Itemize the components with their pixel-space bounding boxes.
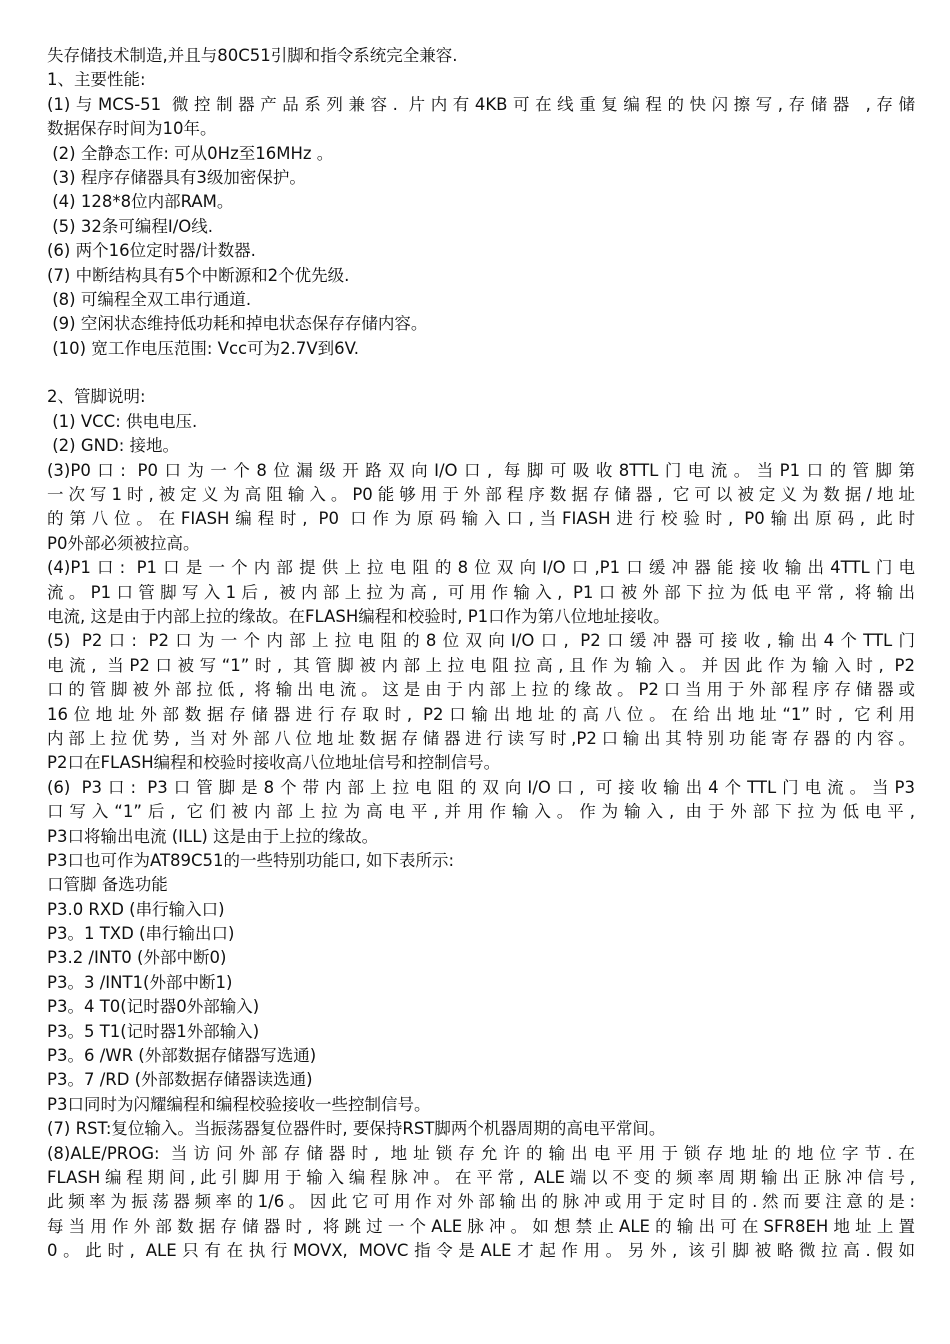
text-line: P3。4 T0(记时器0外部输入)	[47, 997, 260, 1017]
text-line: (4)P1口: P1口是一个内部提供上拉电阻的8位双向I/O口,P1口缓冲器能接收输出4TTL门电	[47, 558, 915, 578]
text-line: P3。7 /RD (外部数据存储器读选通)	[47, 1070, 313, 1090]
text-line: (1) VCC: 供电电压.	[47, 411, 198, 431]
text-line: (6) P3口: P3口管脚是8个带内部上拉电阻的双向I/O口, 可接收输出4个TTL门电流。当P3	[47, 777, 915, 797]
text-line: P3口也可作为AT89C51的一些特别功能口, 如下表所示:	[47, 850, 455, 870]
blank-line	[47, 361, 915, 385]
text-line: P3。3 /INT1(外部中断1)	[47, 972, 233, 992]
text-line: 一次写1时,被定义为高阻输入。P0能够用于外部程序数据存储器, 它可以被定义为数据/地址	[47, 485, 915, 505]
text-line: (10) 宽工作电压范围: Vcc可为2.7V到6V.	[47, 338, 360, 358]
text-line: P3口同时为闪耀编程和编程校验接收一些控制信号。	[47, 1094, 431, 1114]
text-line: 电流, 这是由于内部上拉的缘故。在FLASH编程和校验时, P1口作为第八位地址接收。	[47, 606, 670, 626]
text-line: (3)P0口: P0口为一个8位漏级开路双向I/O口, 每脚可吸收8TTL门电流。当P1口的管脚第	[47, 460, 915, 480]
text-line: P2口在FLASH编程和校验时接收高八位地址信号和控制信号。	[47, 753, 501, 773]
text-line: 数据保存时间为10年。	[47, 119, 217, 139]
text-line: (2) GND: 接地。	[47, 436, 179, 456]
text-line: 2、管脚说明:	[47, 387, 146, 407]
text-line: (5) 32条可编程I/O线.	[47, 216, 214, 236]
text-line: 此频率为振荡器频率的1/6。因此它可用作对外部输出的脉冲或用于定时目的.然而要注意的是:	[47, 1192, 915, 1212]
text-line: (9) 空闲状态维持低功耗和掉电状态保存存储内容。	[47, 314, 428, 334]
text-line: (7) 中断结构具有5个中断源和2个优先级.	[47, 265, 350, 285]
text-line: (8)ALE/PROG: 当访问外部存储器时, 地址锁存允许的输出电平用于锁存地址的地位字节.在	[47, 1143, 915, 1163]
text-line: 口写入“1”后, 它们被内部上拉为高电平,并用作输入。作为输入, 由于外部下拉为低电平,	[47, 802, 915, 822]
text-line: P3。1 TXD (串行输出口)	[47, 924, 235, 944]
text-line: 流。P1口管脚写入1后, 被内部上拉为高, 可用作输入, P1口被外部下拉为低电平常, 将输出	[47, 582, 915, 602]
text-line: P3。6 /WR (外部数据存储器写选通)	[47, 1046, 317, 1066]
text-line: (5) P2口: P2口为一个内部上拉电阻的8位双向I/O口, P2口缓冲器可接收,输出4个TTL门	[47, 631, 915, 651]
text-line: 内部上拉优势, 当对外部八位地址数据存储器进行读写时,P2口输出其特别功能寄存器的内容。	[47, 728, 915, 748]
text-line: (7) RST:复位输入。当振荡器复位器件时, 要保持RST脚两个机器周期的高电平常间。	[47, 1119, 666, 1139]
text-line: 0。此时, ALE只有在执行MOVX, MOVC指令是ALE才起作用。另外, 该引脚被略微拉高.假如	[47, 1241, 915, 1261]
text-line: 电流, 当P2口被写“1”时, 其管脚被内部上拉电阻拉高,且作为输入。并因此作为输入时, P2	[47, 655, 915, 675]
text-line: P3。5 T1(记时器1外部输入)	[47, 1021, 260, 1041]
text-line: 的第八位。在FIASH编程时, P0 口作为原码输入口,当FIASH进行校验时, P0输出原码, 此时	[47, 509, 915, 529]
text-line: P3口将输出电流 (ILL) 这是由于上拉的缘故。	[47, 826, 379, 846]
text-line: 每当用作外部数据存储器时, 将跳过一个ALE脉冲。如想禁止ALE的输出可在SFR8EH地址上置	[47, 1216, 915, 1236]
text-line: 口管脚 备选功能	[47, 875, 168, 895]
text-line: (8) 可编程全双工串行通道.	[47, 289, 252, 309]
text-line: (2) 全静态工作: 可从0Hz至16MHz 。	[47, 143, 334, 163]
text-line: P3.0 RXD (串行输入口)	[47, 899, 225, 919]
text-line: (4) 128*8位内部RAM。	[47, 192, 234, 212]
text-line: (6) 两个16位定时器/计数器.	[47, 241, 256, 261]
document-body	[47, 44, 915, 1264]
text-line: FLASH编程期间,此引脚用于输入编程脉冲。在平常, ALE端以不变的频率周期输出正脉冲信号,	[47, 1167, 915, 1187]
text-line: 1、主要性能:	[47, 70, 146, 90]
text-line: (3) 程序存储器具有3级加密保护。	[47, 167, 306, 187]
text-line: 口的管脚被外部拉低, 将输出电流。这是由于内部上拉的缘故。P2口当用于外部程序存储器或	[47, 680, 915, 700]
text-line: P0外部必须被拉高。	[47, 533, 200, 553]
text-line: (1)与MCS-51 微控制器产品系列兼容. 片内有4KB可在线重复编程的快闪擦写,存储器 ,存储	[47, 94, 915, 114]
text-line: P3.2 /INT0 (外部中断0)	[47, 948, 227, 968]
text-line: 失存储技术制造,并且与80C51引脚和指令系统完全兼容.	[47, 46, 458, 65]
text-line: 16位地址外部数据存储器进行存取时, P2口输出地址的高八位。在给出地址“1”时, 它利用	[47, 704, 915, 724]
